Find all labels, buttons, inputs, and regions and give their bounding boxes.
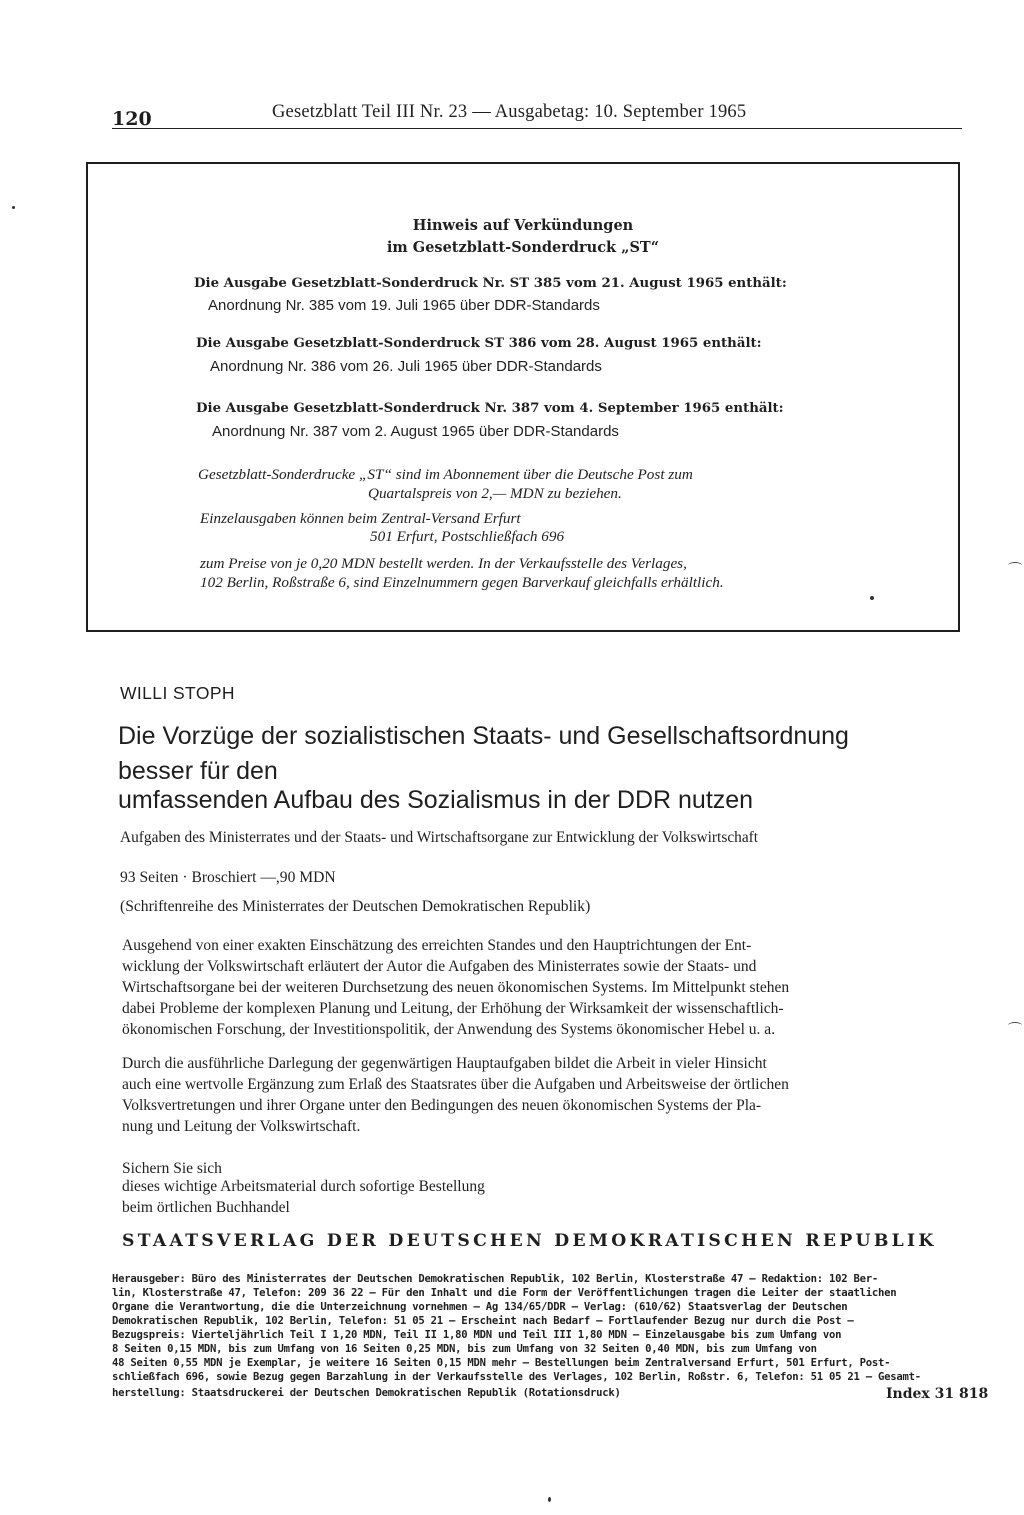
imprint-line: lin, Klosterstraße 47, Telefon: 209 36 22 — Für den Inhalt und die Form der Veröffentlichungen tragen die Leiter der staatlichen	[112, 1287, 897, 1299]
imprint-line: schließfach 696, sowie Bezug gegen Barzahlung in der Verkaufsstelle des Verlages, 102 Berlin, Roßstr. 6, Telefon: 51 05 21 — Gesamt-	[112, 1371, 921, 1383]
order-line: beim örtlichen Buchhandel	[122, 1199, 290, 1216]
book-title-line-2: besser für den	[118, 757, 278, 785]
running-head: Gesetzblatt Teil III Nr. 23 — Ausgabetag: 10. September 1965	[272, 102, 747, 122]
order-line: Sichern Sie sich	[122, 1160, 222, 1177]
paragraph-line: Wirtschaftsorgane bei der weiteren Durchsetzung des neuen ökonomischen Systems. Im Mittelpunkt stehen	[122, 979, 790, 996]
note-postbox: 501 Erfurt, Postschließfach 696	[370, 528, 565, 545]
book-details: 93 Seiten · Broschiert —,90 MDN	[120, 869, 336, 886]
book-title-line-3: umfassenden Aufbau des Sozialismus in der DDR nutzen	[118, 786, 754, 814]
issue-item-386: Anordnung Nr. 386 vom 26. Juli 1965 über DDR-Standards	[210, 358, 602, 375]
paragraph-line: Ausgehend von einer exakten Einschätzung des erreichten Standes und den Hauptrichtungen der Ent-	[122, 937, 752, 954]
imprint-line: Bezugspreis: Vierteljährlich Teil I 1,20 MDN, Teil II 1,80 MDN und Teil III 1,80 MDN — Einzelausgabe bis zum Umfang von	[112, 1329, 842, 1341]
issue-item-387: Anordnung Nr. 387 vom 2. August 1965 über DDR-Standards	[212, 423, 619, 440]
note-single-issues: Einzelausgaben können beim Zentral-Versand Erfurt	[200, 510, 521, 527]
imprint-line: 48 Seiten 0,55 MDN je Exemplar, je weitere 16 Seiten 0,15 MDN mehr — Bestellungen beim Zentralversand Erfurt, 501 Erfurt, Post-	[112, 1357, 891, 1369]
book-series: (Schriftenreihe des Ministerrates der Deutschen Demokratischen Republik)	[120, 898, 591, 915]
issue-heading-387: Die Ausgabe Gesetzblatt-Sonderdruck Nr. 387 vom 4. September 1965 enthält:	[196, 401, 784, 416]
notice-box	[86, 162, 960, 632]
book-author: WILLI STOPH	[120, 683, 235, 703]
notice-title-line-1: Hinweis auf Verkündungen	[412, 217, 634, 234]
note-price-order: zum Preise von je 0,20 MDN bestellt werden. In der Verkaufsstelle des Verlages,	[200, 555, 687, 572]
notice-title-line-2: im Gesetzblatt-Sonderdruck „ST“	[386, 239, 660, 256]
book-title-line-1: Die Vorzüge der sozialistischen Staats- und Gesellschaftsordnung	[118, 722, 849, 750]
note-quarterly-price: Quartalspreis von 2,— MDN zu beziehen.	[368, 485, 622, 502]
paragraph-line: ökonomischen Forschung, der Investitionspolitik, der Anwendung des Systems ökonomischer Hebel u. a.	[122, 1021, 776, 1038]
issue-item-385: Anordnung Nr. 385 vom 19. Juli 1965 über DDR-Standards	[208, 297, 600, 314]
paragraph-line: Durch die ausführliche Darlegung der gegenwärtigen Hauptaufgaben bildet die Arbeit in vieler Hinsicht	[122, 1055, 767, 1072]
imprint-line: Demokratischen Republik, 102 Berlin, Telefon: 51 05 21 — Erscheint nach Bedarf — Fortlaufender Bezug nur durch die Post —	[112, 1315, 854, 1327]
page-number: 120	[112, 108, 152, 130]
scan-speck	[12, 206, 15, 209]
scan-speck	[548, 1497, 551, 1502]
imprint-line: Organe die Verantwortung, die die Unterzeichnung vornehmen — Ag 134/65/DDR — Verlag: (610/62) Staatsverlag der Deutschen	[112, 1301, 848, 1313]
scan-speck	[870, 596, 874, 600]
paragraph-line: dabei Probleme der komplexen Planung und Leitung, der Erhöhung der Wirksamkeit der wissenschaftlich-	[122, 1000, 784, 1017]
margin-mark	[1008, 1022, 1022, 1029]
imprint-line: Herausgeber: Büro des Ministerrates der Deutschen Demokratischen Republik, 102 Berlin, Klosterstraße 47 — Redaktion: 102 Ber-	[112, 1273, 878, 1285]
book-subtitle: Aufgaben des Ministerrates und der Staats- und Wirtschaftsorgane zur Entwicklung der Volkswirtschaft	[120, 829, 759, 846]
margin-mark	[1008, 562, 1022, 569]
paragraph-line: Volksvertretungen und ihrer Organe unter den Bedingungen des neuen ökonomischen Systems der Pla-	[122, 1097, 762, 1114]
paragraph-line: nung und Leitung der Volkswirtschaft.	[122, 1118, 361, 1135]
index-number: Index 31 818	[886, 1386, 989, 1402]
paragraph-line: auch eine wertvolle Ergänzung zum Erlaß des Staatsrates über die Aufgaben und Arbeitsweise der örtlichen	[122, 1076, 789, 1093]
note-subscription: Gesetzblatt-Sonderdrucke „ST“ sind im Abonnement über die Deutsche Post zum	[198, 466, 693, 483]
paragraph-line: wicklung der Volkswirtschaft erläutert der Autor die Aufgaben des Ministerrates sowie der Staats- und	[122, 958, 757, 975]
issue-heading-385: Die Ausgabe Gesetzblatt-Sonderdruck Nr. ST 385 vom 21. August 1965 enthält:	[194, 276, 787, 291]
header-rule	[112, 128, 962, 129]
order-line: dieses wichtige Arbeitsmaterial durch sofortige Bestellung	[122, 1178, 485, 1195]
imprint-line: 8 Seiten 0,15 MDN, bis zum Umfang von 16 Seiten 0,25 MDN, bis zum Umfang von 32 Seiten 0,40 MDN, bis zum Umfang von	[112, 1343, 817, 1355]
issue-heading-386: Die Ausgabe Gesetzblatt-Sonderdruck ST 386 vom 28. August 1965 enthält:	[196, 336, 762, 351]
imprint-line: herstellung: Staatsdruckerei der Deutschen Demokratischen Republik (Rotationsdruck)	[112, 1387, 621, 1399]
publisher-name: STAATSVERLAG DER DEUTSCHEN DEMOKRATISCHEN REPUBLIK	[122, 1231, 937, 1251]
note-sales-office: 102 Berlin, Roßstraße 6, sind Einzelnummern gegen Barverkauf gleichfalls erhältlich.	[200, 574, 724, 591]
